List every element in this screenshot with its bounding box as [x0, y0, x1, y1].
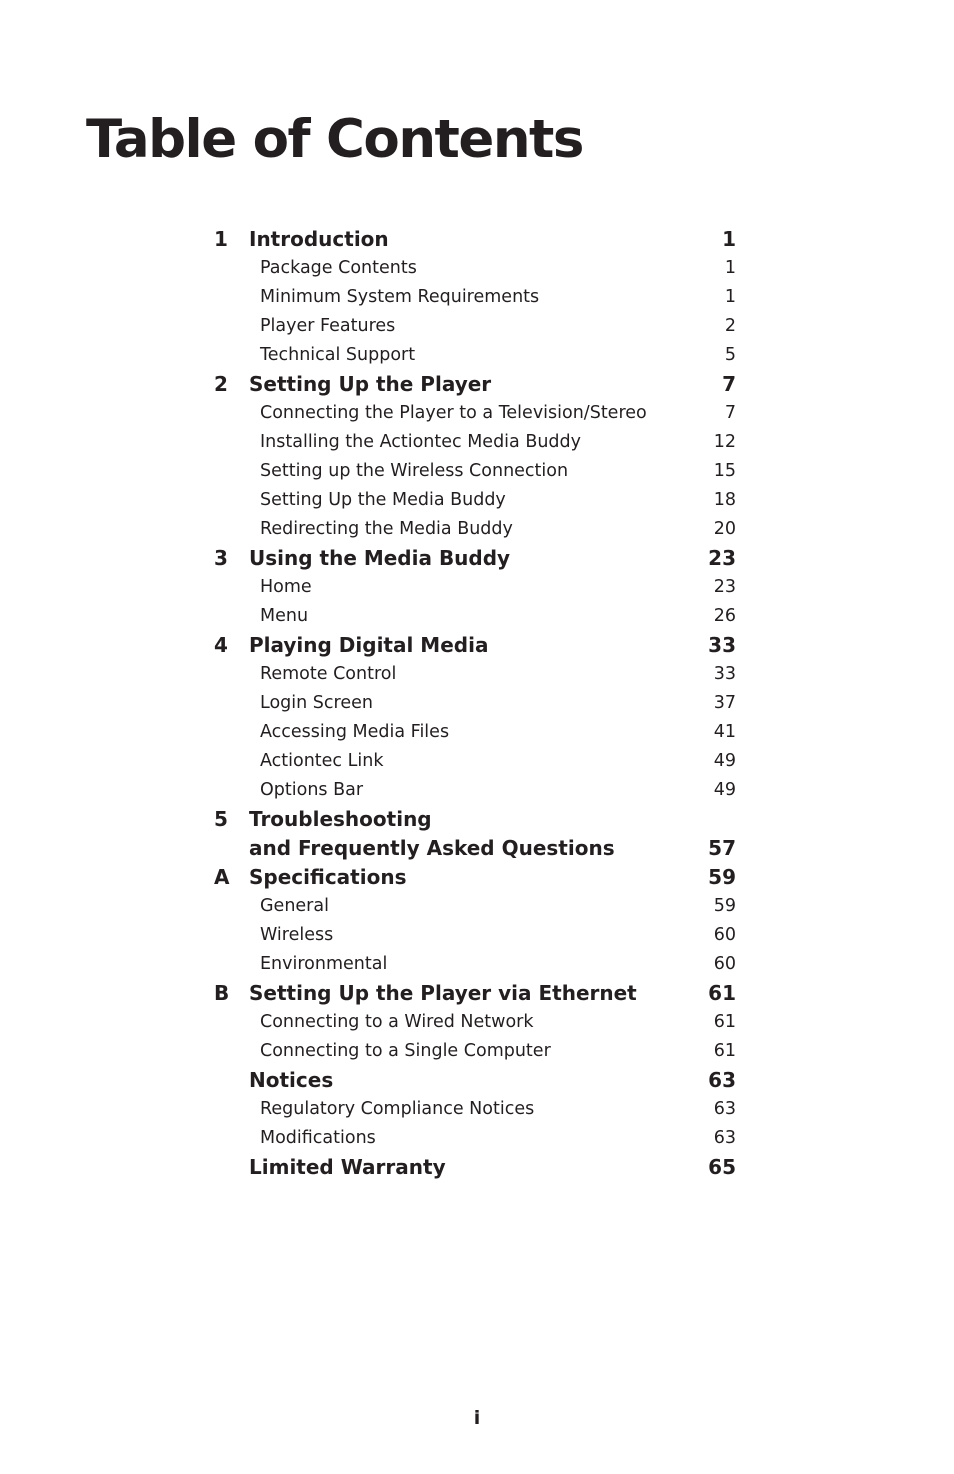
toc-section-entry: [214, 254, 738, 283]
toc-entry-title: Package Contents: [260, 258, 417, 278]
toc-chapter-entry: [214, 1153, 738, 1182]
toc-entry-number: 2: [214, 372, 228, 396]
toc-entry-title: Modifications: [260, 1128, 376, 1148]
toc-section-entry: [214, 457, 738, 486]
toc-entry-page: 61: [713, 1041, 736, 1061]
toc-entry-page: 20: [713, 519, 736, 539]
toc-entry-title: Redirecting the Media Buddy: [260, 519, 513, 539]
toc-entry-page: 65: [708, 1155, 736, 1179]
toc-entry-title: Player Features: [260, 316, 396, 336]
toc-section-entry: [214, 283, 738, 312]
toc-entry-title: Login Screen: [260, 693, 373, 713]
toc-entry-title: Setting Up the Player: [249, 372, 492, 396]
toc-entry-title: General: [260, 896, 329, 916]
toc-entry-page: 59: [708, 865, 736, 889]
toc-entry-page: 61: [713, 1012, 736, 1032]
toc-entry-page: 1: [724, 287, 736, 307]
toc-entry-page: 60: [713, 925, 736, 945]
toc-section-entry: [214, 747, 738, 776]
toc-entry-page: 33: [708, 633, 736, 657]
toc-entry-title: Regulatory Compliance Notices: [260, 1099, 535, 1119]
toc-entry-page: 63: [713, 1099, 736, 1119]
toc-section-entry: [214, 718, 738, 747]
toc-entry-page: 49: [713, 780, 736, 800]
toc-entry-number: 1: [214, 227, 228, 251]
toc-entry-title: Menu: [260, 606, 309, 626]
toc-section-entry: [214, 399, 738, 428]
toc-chapter-entry: [214, 979, 738, 1008]
toc-entry-title: and Frequently Asked Questions: [249, 836, 615, 860]
toc-section-entry: [214, 660, 738, 689]
toc-entry-page: 61: [708, 981, 736, 1005]
toc-entry-page: 5: [724, 345, 736, 365]
toc-section-entry: [214, 1037, 738, 1066]
toc-entry-page: 1: [724, 258, 736, 278]
toc-section-entry: [214, 341, 738, 370]
toc-entry-title: Connecting the Player to a Television/Stereo: [260, 403, 647, 423]
toc-section-entry: [214, 950, 738, 979]
toc-entry-title: Specifications: [249, 865, 407, 889]
toc-entry-title: Connecting to a Single Computer: [260, 1041, 551, 1061]
toc-section-entry: [214, 515, 738, 544]
toc-entry-page: 7: [722, 372, 736, 396]
toc-entry-page: 63: [713, 1128, 736, 1148]
toc-entry-page: 1: [722, 227, 736, 251]
toc-entry-page: 60: [713, 954, 736, 974]
toc-entry-title: Playing Digital Media: [249, 633, 489, 657]
toc-entry-page: 23: [708, 546, 736, 570]
toc-entry-title: Technical Support: [260, 345, 416, 365]
toc-chapter-entry: [214, 1066, 738, 1095]
toc-entry-number: A: [214, 865, 230, 889]
toc-chapter-entry: [214, 544, 738, 573]
page-title: Table of Contents: [86, 109, 583, 170]
toc-chapter-entry: [214, 805, 738, 834]
toc-entry-page: 33: [713, 664, 736, 684]
toc-section-entry: [214, 776, 738, 805]
toc-section-entry: [214, 428, 738, 457]
toc-entry-title: Minimum System Requirements: [260, 287, 540, 307]
toc-section-entry: [214, 689, 738, 718]
toc-entry-title: Connecting to a Wired Network: [260, 1012, 534, 1032]
toc-entry-title: Notices: [249, 1068, 334, 1092]
toc-section-entry: [214, 921, 738, 950]
toc-entry-page: 57: [708, 836, 736, 860]
toc-section-entry: [214, 892, 738, 921]
toc-chapter-entry: [214, 834, 738, 863]
toc-entry-title: Setting up the Wireless Connection: [260, 461, 569, 481]
toc-entry-title: Using the Media Buddy: [249, 546, 511, 570]
toc-entry-title: Wireless: [260, 925, 334, 945]
toc-entry-page: 18: [713, 490, 736, 510]
page-number: i: [473, 1407, 481, 1429]
toc-entry-number: B: [214, 981, 230, 1005]
toc-section-entry: [214, 573, 738, 602]
toc-entry-page: 59: [713, 896, 736, 916]
toc-entry-page: 23: [713, 577, 736, 597]
toc-entry-page: 37: [713, 693, 736, 713]
toc-entry-title: Options Bar: [260, 780, 364, 800]
toc-entry-page: 7: [724, 403, 736, 423]
toc-entry-title: Introduction: [249, 227, 389, 251]
toc-entry-title: Accessing Media Files: [260, 722, 450, 742]
toc-entry-page: 49: [713, 751, 736, 771]
toc-section-entry: [214, 602, 738, 631]
toc-entry-title: Setting Up the Media Buddy: [260, 490, 506, 510]
toc-entry-page: 12: [713, 432, 736, 452]
toc-chapter-entry: [214, 631, 738, 660]
toc-chapter-entry: [214, 863, 738, 892]
toc-entry-page: 2: [724, 316, 736, 336]
toc-entry-title: Environmental: [260, 954, 388, 974]
toc-section-entry: [214, 312, 738, 341]
toc-chapter-entry: [214, 370, 738, 399]
toc-entry-title: Setting Up the Player via Ethernet: [249, 981, 637, 1005]
toc-entry-title: Troubleshooting: [249, 807, 432, 831]
table-of-contents: [214, 225, 738, 1182]
toc-entry-page: 26: [713, 606, 736, 626]
toc-entry-page: 15: [713, 461, 736, 481]
toc-entry-title: Limited Warranty: [249, 1155, 446, 1179]
toc-section-entry: [214, 1095, 738, 1124]
toc-chapter-entry: [214, 225, 738, 254]
toc-entry-title: Remote Control: [260, 664, 397, 684]
toc-entry-number: 3: [214, 546, 228, 570]
toc-entry-number: 4: [214, 633, 228, 657]
toc-entry-page: 41: [713, 722, 736, 742]
toc-entry-title: Installing the Actiontec Media Buddy: [260, 432, 581, 452]
toc-section-entry: [214, 1124, 738, 1153]
toc-entry-title: Actiontec Link: [260, 751, 384, 771]
toc-section-entry: [214, 1008, 738, 1037]
toc-section-entry: [214, 486, 738, 515]
toc-entry-number: 5: [214, 807, 228, 831]
toc-entry-title: Home: [260, 577, 312, 597]
toc-entry-page: 63: [708, 1068, 736, 1092]
